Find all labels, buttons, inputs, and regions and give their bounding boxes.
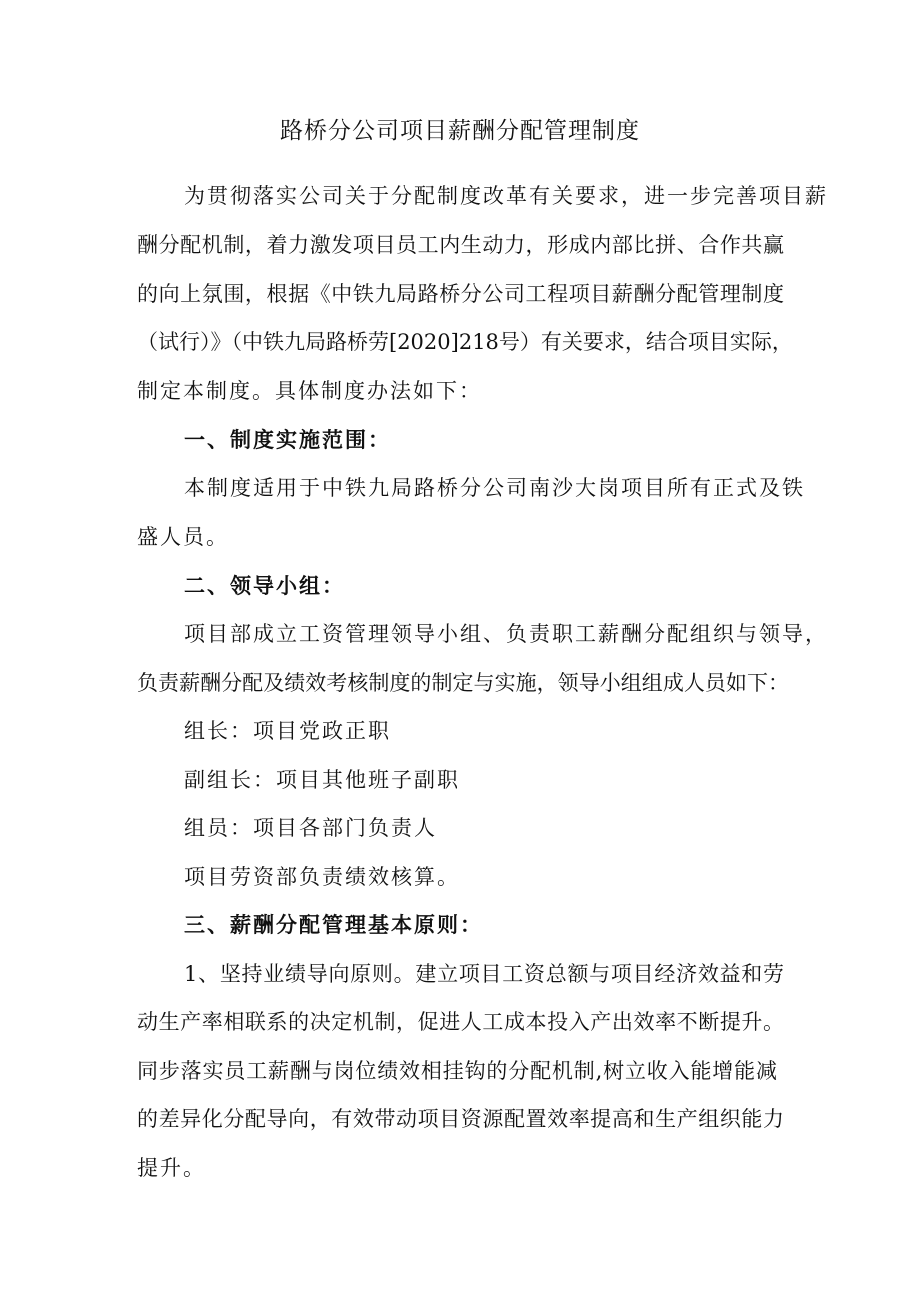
intro-line-3: 的向上氛围，根据《中铁九局路桥分公司工程项目薪酬分配管理制度 <box>137 282 784 306</box>
group-leader-line: 组长：项目党政正职 <box>184 719 391 743</box>
section-2-heading: 二、领导小组： <box>184 573 345 598</box>
document-title: 路桥分公司项目薪酬分配管理制度 <box>280 118 640 144</box>
section-1-heading: 一、制度实施范围： <box>184 427 391 452</box>
section-3-heading: 三、薪酬分配管理基本原则： <box>184 912 483 937</box>
intro-line-5: 制定本制度。具体制度办法如下： <box>137 379 482 403</box>
section-1-line-1: 本制度适用于中铁九局路桥分公司南沙大岗项目所有正式及铁 <box>184 476 805 500</box>
intro-line-1: 为贯彻落实公司关于分配制度改革有关要求，进一步完善项目薪 <box>184 184 828 208</box>
principle-1-line-4: 的差异化分配导向，有效带动项目资源配置效率提高和生产组织能力 <box>137 1107 784 1131</box>
principle-1-line-5: 提升。 <box>137 1156 206 1180</box>
group-member-line: 组员：项目各部门负责人 <box>184 816 437 840</box>
principle-1-line-1: 1、坚持业绩导向原则。建立项目工资总额与项目经济效益和劳 <box>184 962 784 986</box>
intro-line-2: 酬分配机制，着力激发项目员工内生动力，形成内部比拼、合作共赢 <box>137 233 784 257</box>
principle-1-line-3: 同步落实员工薪酬与岗位绩效相挂钩的分配机制,树立收入能增能减 <box>137 1059 777 1083</box>
intro-line-4: （试行）》（中铁九局路桥劳[2020]218号）有关要求，结合项目实际， <box>137 330 793 354</box>
section-2-line-2: 负责薪酬分配及绩效考核制度的制定与实施，领导小组组成人员如下： <box>137 671 789 695</box>
group-deputy-line: 副组长：项目其他班子副职 <box>184 768 460 792</box>
section-1-line-2: 盛人员。 <box>137 525 229 549</box>
accounting-line: 项目劳资部负责绩效核算。 <box>184 865 460 889</box>
section-2-line-1: 项目部成立工资管理领导小组、负责职工薪酬分配组织与领导， <box>184 622 828 646</box>
principle-1-line-2: 动生产率相联系的决定机制，促进人工成本投入产出效率不断提升。 <box>137 1010 784 1034</box>
